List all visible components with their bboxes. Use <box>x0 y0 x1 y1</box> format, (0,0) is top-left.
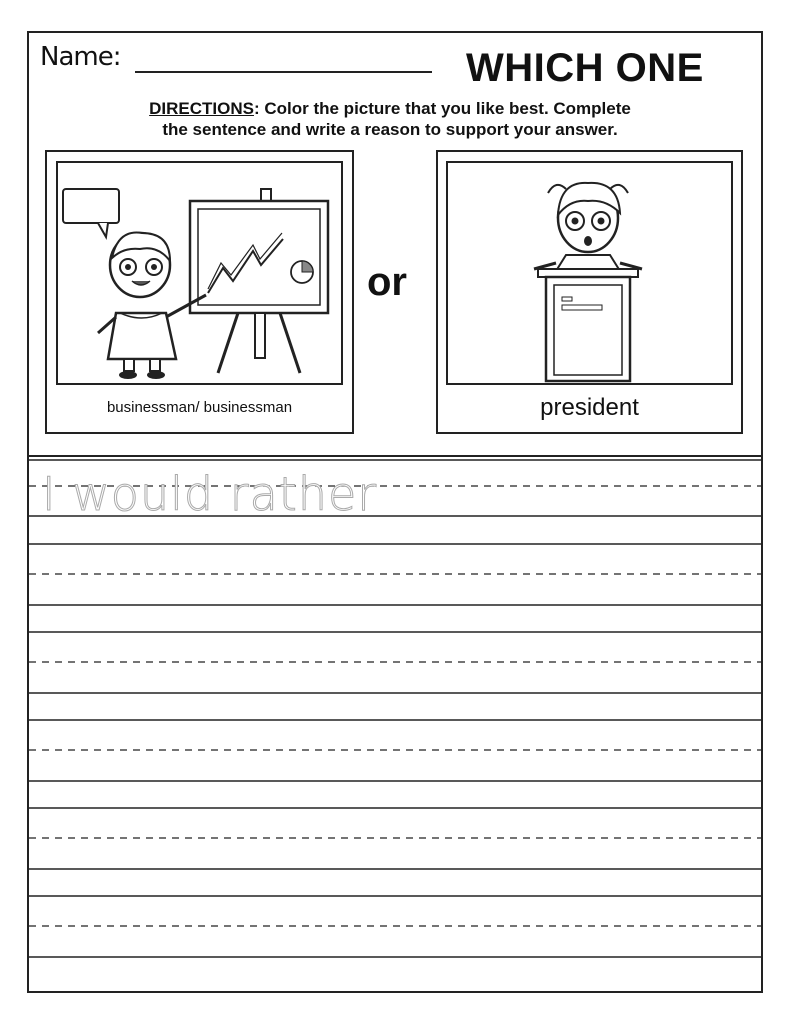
directions-lead: DIRECTIONS <box>149 99 254 118</box>
directions-line1: : Color the picture that you like best. Complete <box>253 99 631 118</box>
choice-card-businessman[interactable] <box>45 150 354 434</box>
trace-text: I would rather <box>42 467 378 521</box>
president-drawing <box>448 163 731 383</box>
directions-line2: the sentence and write a reason to support your answer. <box>162 120 618 139</box>
choice-card-president[interactable] <box>436 150 743 434</box>
choice-caption-president: president <box>540 394 639 421</box>
presenter-at-chart-illustration <box>56 161 343 385</box>
presenter-drawing <box>58 163 341 383</box>
choice-caption-businessman: businessman/ businessman <box>106 399 293 416</box>
name-field[interactable] <box>135 71 432 73</box>
handwriting-rulings <box>29 457 761 991</box>
or-connector: or <box>367 260 407 304</box>
writing-lines[interactable] <box>29 457 761 991</box>
worksheet-title: WHICH ONE <box>466 46 704 90</box>
name-label: Name: <box>40 42 121 72</box>
directions <box>60 98 720 140</box>
speaker-at-podium-illustration <box>446 161 733 385</box>
